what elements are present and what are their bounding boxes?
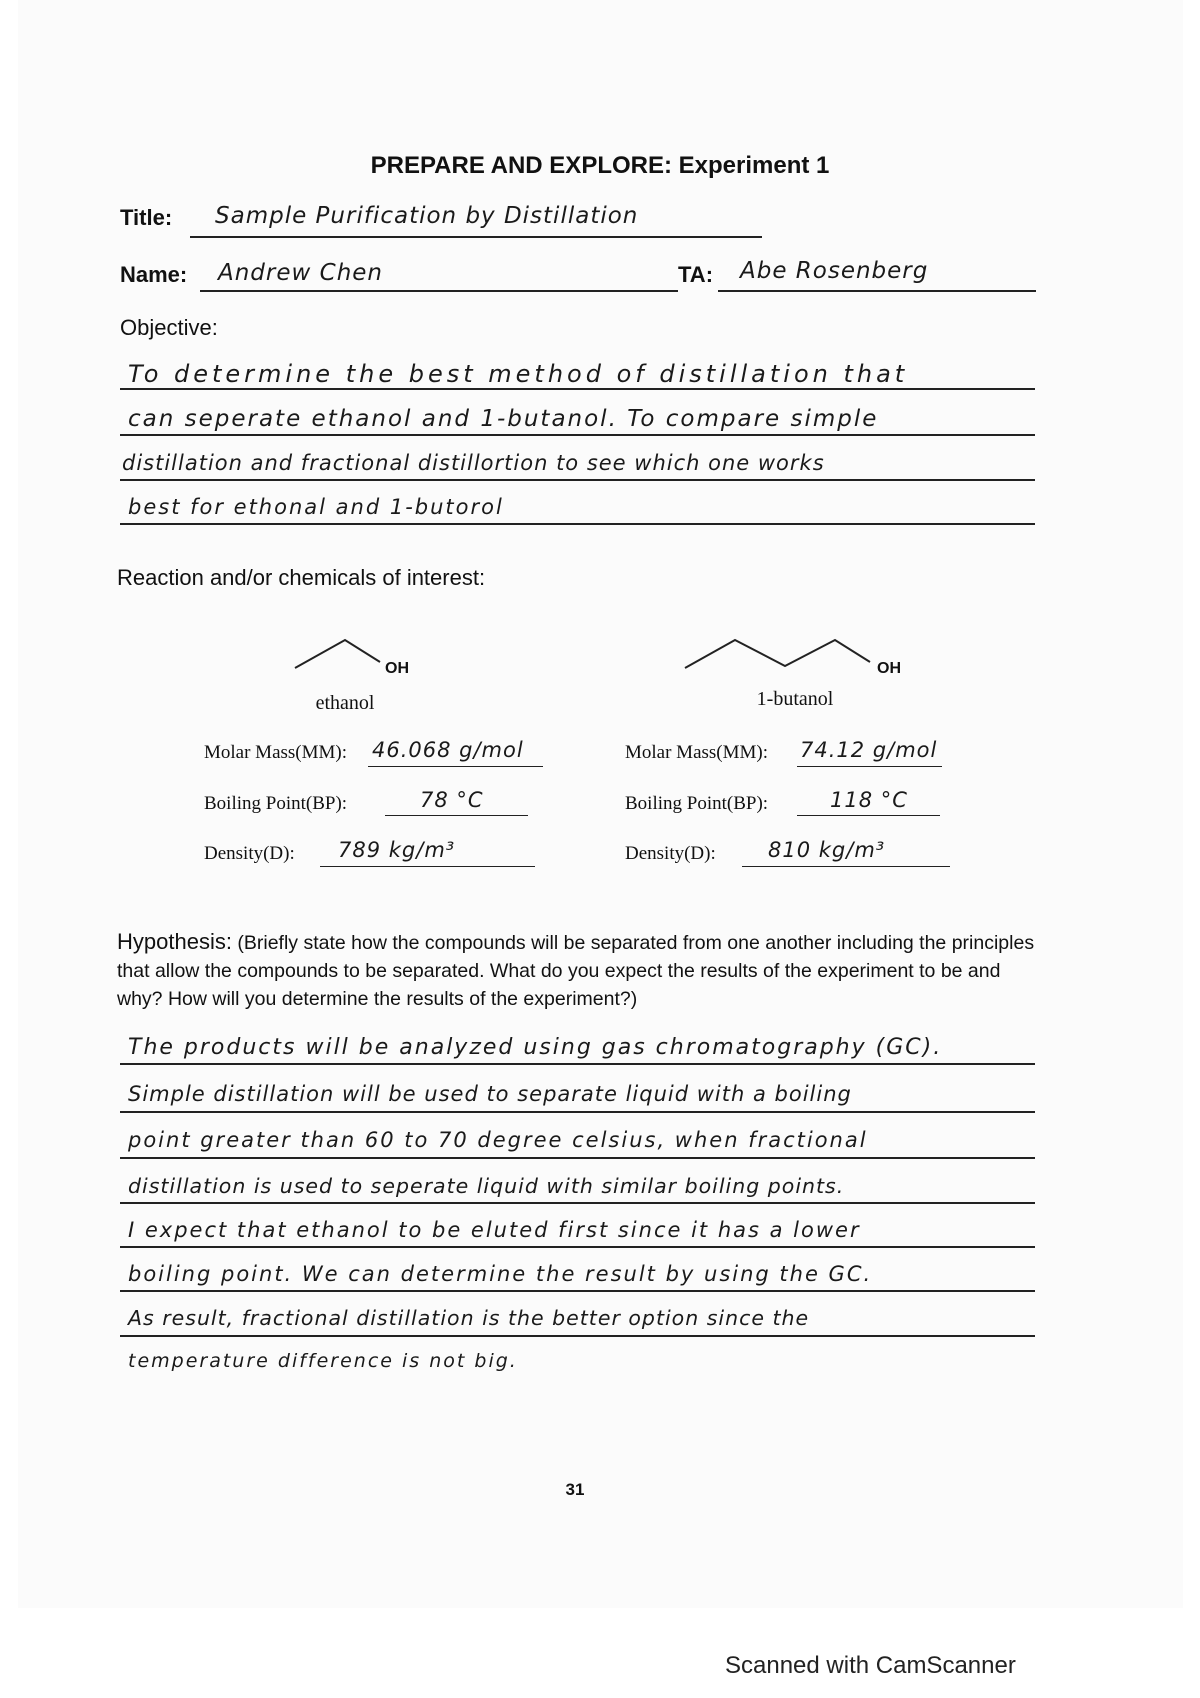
ethanol-density-underline (320, 866, 535, 867)
ethanol-oh-label: OH (385, 660, 409, 677)
butanol-mm-underline (797, 766, 942, 767)
name-underline (200, 290, 678, 292)
objective-line-2: can seperate ethanol and 1-butanol. To compare simple (128, 406, 879, 432)
page-number: 31 (565, 1480, 585, 1499)
butanol-bp-value: 118 °C (830, 788, 908, 812)
objective-line-1: To determine the best method of distillation that (128, 360, 909, 388)
hypothesis-block (117, 928, 1042, 1013)
objective-rule-1 (120, 388, 1035, 390)
ta-label: TA: (678, 262, 714, 287)
page-heading: PREPARE AND EXPLORE: Experiment 1 (370, 152, 830, 179)
butanol-structure (670, 630, 900, 680)
objective-label: Objective: (120, 315, 218, 340)
objective-rule-2 (120, 434, 1035, 436)
name-value: Andrew Chen (218, 260, 384, 286)
ethanol-density-value: 789 kg/m³ (338, 838, 456, 862)
objective-rule-4 (120, 523, 1035, 525)
hypothesis-rule-7 (120, 1335, 1035, 1337)
title-value: Sample Purification by Distillation (215, 203, 639, 229)
butanol-name: 1-butanol (756, 688, 834, 710)
hypothesis-line-4: distillation is used to seperate liquid with similar boiling points. (128, 1174, 845, 1198)
hypothesis-rule-5 (120, 1246, 1035, 1248)
name-label: Name: (120, 262, 188, 287)
butanol-density-value: 810 kg/m³ (768, 838, 886, 862)
hypothesis-line-5: I expect that ethanol to be eluted first since it has a lower (128, 1218, 861, 1242)
butanol-bp-underline (797, 815, 940, 816)
butanol-density-underline (742, 866, 950, 867)
hypothesis-rule-2 (120, 1111, 1035, 1113)
title-label: Title: (120, 205, 173, 230)
title-underline (190, 236, 762, 238)
objective-line-4: best for ethonal and 1-butorol (128, 495, 504, 519)
butanol-oh-label: OH (877, 660, 901, 677)
hypothesis-rule-6 (120, 1290, 1035, 1292)
ethanol-bp-value: 78 °C (420, 788, 484, 812)
butanol-density-label: Density(D): (625, 843, 716, 864)
hypothesis-rule-4 (120, 1202, 1035, 1204)
ethanol-structure (280, 630, 440, 680)
hypothesis-label: Hypothesis: (117, 929, 232, 954)
ethanol-mm-value: 46.068 g/mol (372, 738, 524, 762)
camscanner-watermark: Scanned with CamScanner (725, 1652, 1016, 1679)
hypothesis-line-3: point greater than 60 to 70 degree celsius, when fractional (128, 1128, 868, 1152)
hypothesis-line-6: boiling point. We can determine the result by using the GC. (128, 1262, 873, 1286)
ta-value: Abe Rosenberg (740, 258, 929, 284)
hypothesis-line-1: The products will be analyzed using gas chromatography (GC). (128, 1035, 943, 1060)
hypothesis-rule-1 (120, 1063, 1035, 1065)
hypothesis-rule-3 (120, 1157, 1035, 1159)
hypothesis-prompt: (Briefly state how the compounds will be separated from one another including the principles that allow the compounds to be separated. What do you expect the results of the experiment to be and why? How will you determine the results of the experiment?) (117, 932, 1035, 1010)
butanol-mm-value: 74.12 g/mol (800, 738, 938, 762)
hypothesis-line-7: As result, fractional distillation is the better option since the (128, 1306, 810, 1330)
objective-line-3: distillation and fractional distillortion to see which one works (122, 451, 825, 475)
butanol-mm-label: Molar Mass(MM): (625, 742, 769, 763)
butanol-bp-label: Boiling Point(BP): (625, 793, 769, 814)
hypothesis-line-2: Simple distillation will be used to separate liquid with a boiling (128, 1082, 852, 1106)
ethanol-bp-label: Boiling Point(BP): (204, 793, 348, 814)
ethanol-bp-underline (385, 815, 528, 816)
ta-underline (718, 290, 1036, 292)
ethanol-mm-label: Molar Mass(MM): (204, 742, 348, 763)
objective-rule-3 (120, 479, 1035, 481)
ethanol-density-label: Density(D): (204, 843, 295, 864)
ethanol-mm-underline (368, 766, 543, 767)
ethanol-name: ethanol (315, 692, 375, 714)
hypothesis-line-8: temperature difference is not big. (128, 1350, 518, 1372)
reaction-label: Reaction and/or chemicals of interest: (117, 565, 486, 590)
